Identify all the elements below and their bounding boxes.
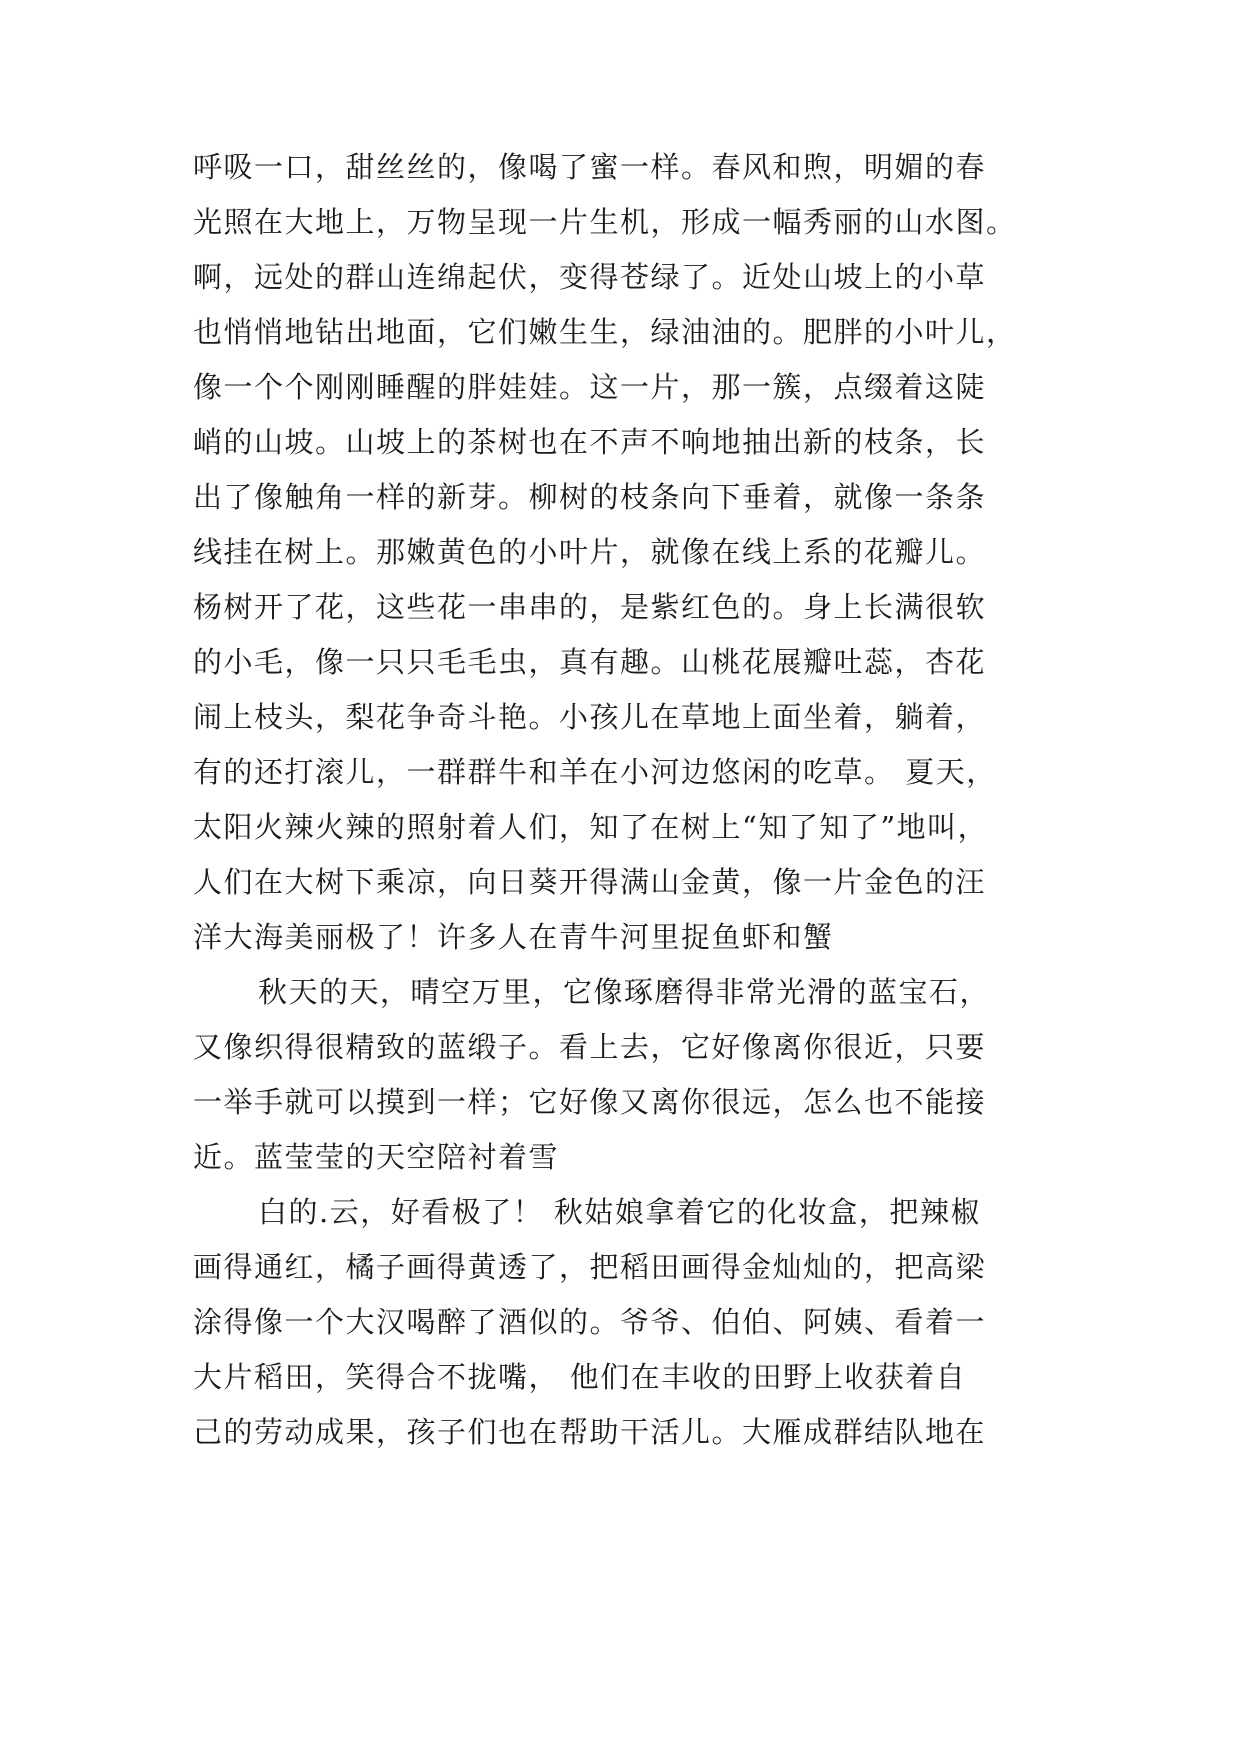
text-line: 人们在大树下乘凉，向日葵开得满山金黄，像一片金色的汪 <box>193 865 987 899</box>
text-line: 光照在大地上，万物呈现一片生机，形成一幅秀丽的山水图。 <box>193 205 1017 239</box>
text-line: 太阳火辣火辣的照射着人们，知了在树上“知了知了”地叫， <box>193 810 989 844</box>
text-line: 线挂在树上。那嫩黄色的小叶片，就像在线上系的花瓣儿。 <box>193 535 987 569</box>
text-line: 涂得像一个大汉喝醉了酒似的。爷爷、伯伯、阿姨、看着一 <box>193 1305 987 1339</box>
text-line: 有的还打滚儿，一群群牛和羊在小河边悠闲的吃草。 夏天， <box>193 755 997 789</box>
text-line: 又像织得很精致的蓝缎子。看上去，它好像离你很近，只要 <box>193 1030 987 1064</box>
text-line: 像一个个刚刚睡醒的胖娃娃。这一片，那一簇，点缀着这陡 <box>193 370 987 404</box>
paragraph-first-line: 秋天的天，晴空万里，它像琢磨得非常光滑的蓝宝石， <box>258 975 991 1009</box>
text-line: 洋大海美丽极了！许多人在青牛河里捉鱼虾和蟹 <box>193 920 834 954</box>
text-line: 也悄悄地钻出地面，它们嫩生生，绿油油的。肥胖的小叶儿， <box>193 315 1017 349</box>
text-line: 己的劳动成果，孩子们也在帮助干活儿。大雁成群结队地在 <box>193 1415 987 1449</box>
text-line: 峭的山坡。山坡上的茶树也在不声不响地抽出新的枝条，长 <box>193 425 987 459</box>
text-line: 杨树开了花，这些花一串串的，是紫红色的。身上长满很软 <box>193 590 987 624</box>
text-line: 一举手就可以摸到一样；它好像又离你很远，怎么也不能接 <box>193 1085 987 1119</box>
text-line: 啊，远处的群山连绵起伏，变得苍绿了。近处山坡上的小草 <box>193 260 987 294</box>
text-line: 出了像触角一样的新芽。柳树的枝条向下垂着，就像一条条 <box>193 480 987 514</box>
text-line: 大片稻田，笑得合不拢嘴， 他们在丰收的田野上收获着自 <box>193 1360 967 1394</box>
text-line: 闹上枝头，梨花争奇斗艳。小孩儿在草地上面坐着，躺着， <box>193 700 987 734</box>
paragraph-first-line: 白的.云，好看极了！ 秋姑娘拿着它的化妆盒，把辣椒 <box>258 1195 981 1229</box>
text-line: 近。蓝莹莹的天空陪衬着雪 <box>193 1140 560 1174</box>
text-line: 呼吸一口，甜丝丝的，像喝了蜜一样。春风和煦，明媚的春 <box>193 150 987 184</box>
text-line: 的小毛，像一只只毛毛虫，真有趣。山桃花展瓣吐蕊，杏花 <box>193 645 987 679</box>
text-line: 画得通红，橘子画得黄透了，把稻田画得金灿灿的，把高梁 <box>193 1250 987 1284</box>
